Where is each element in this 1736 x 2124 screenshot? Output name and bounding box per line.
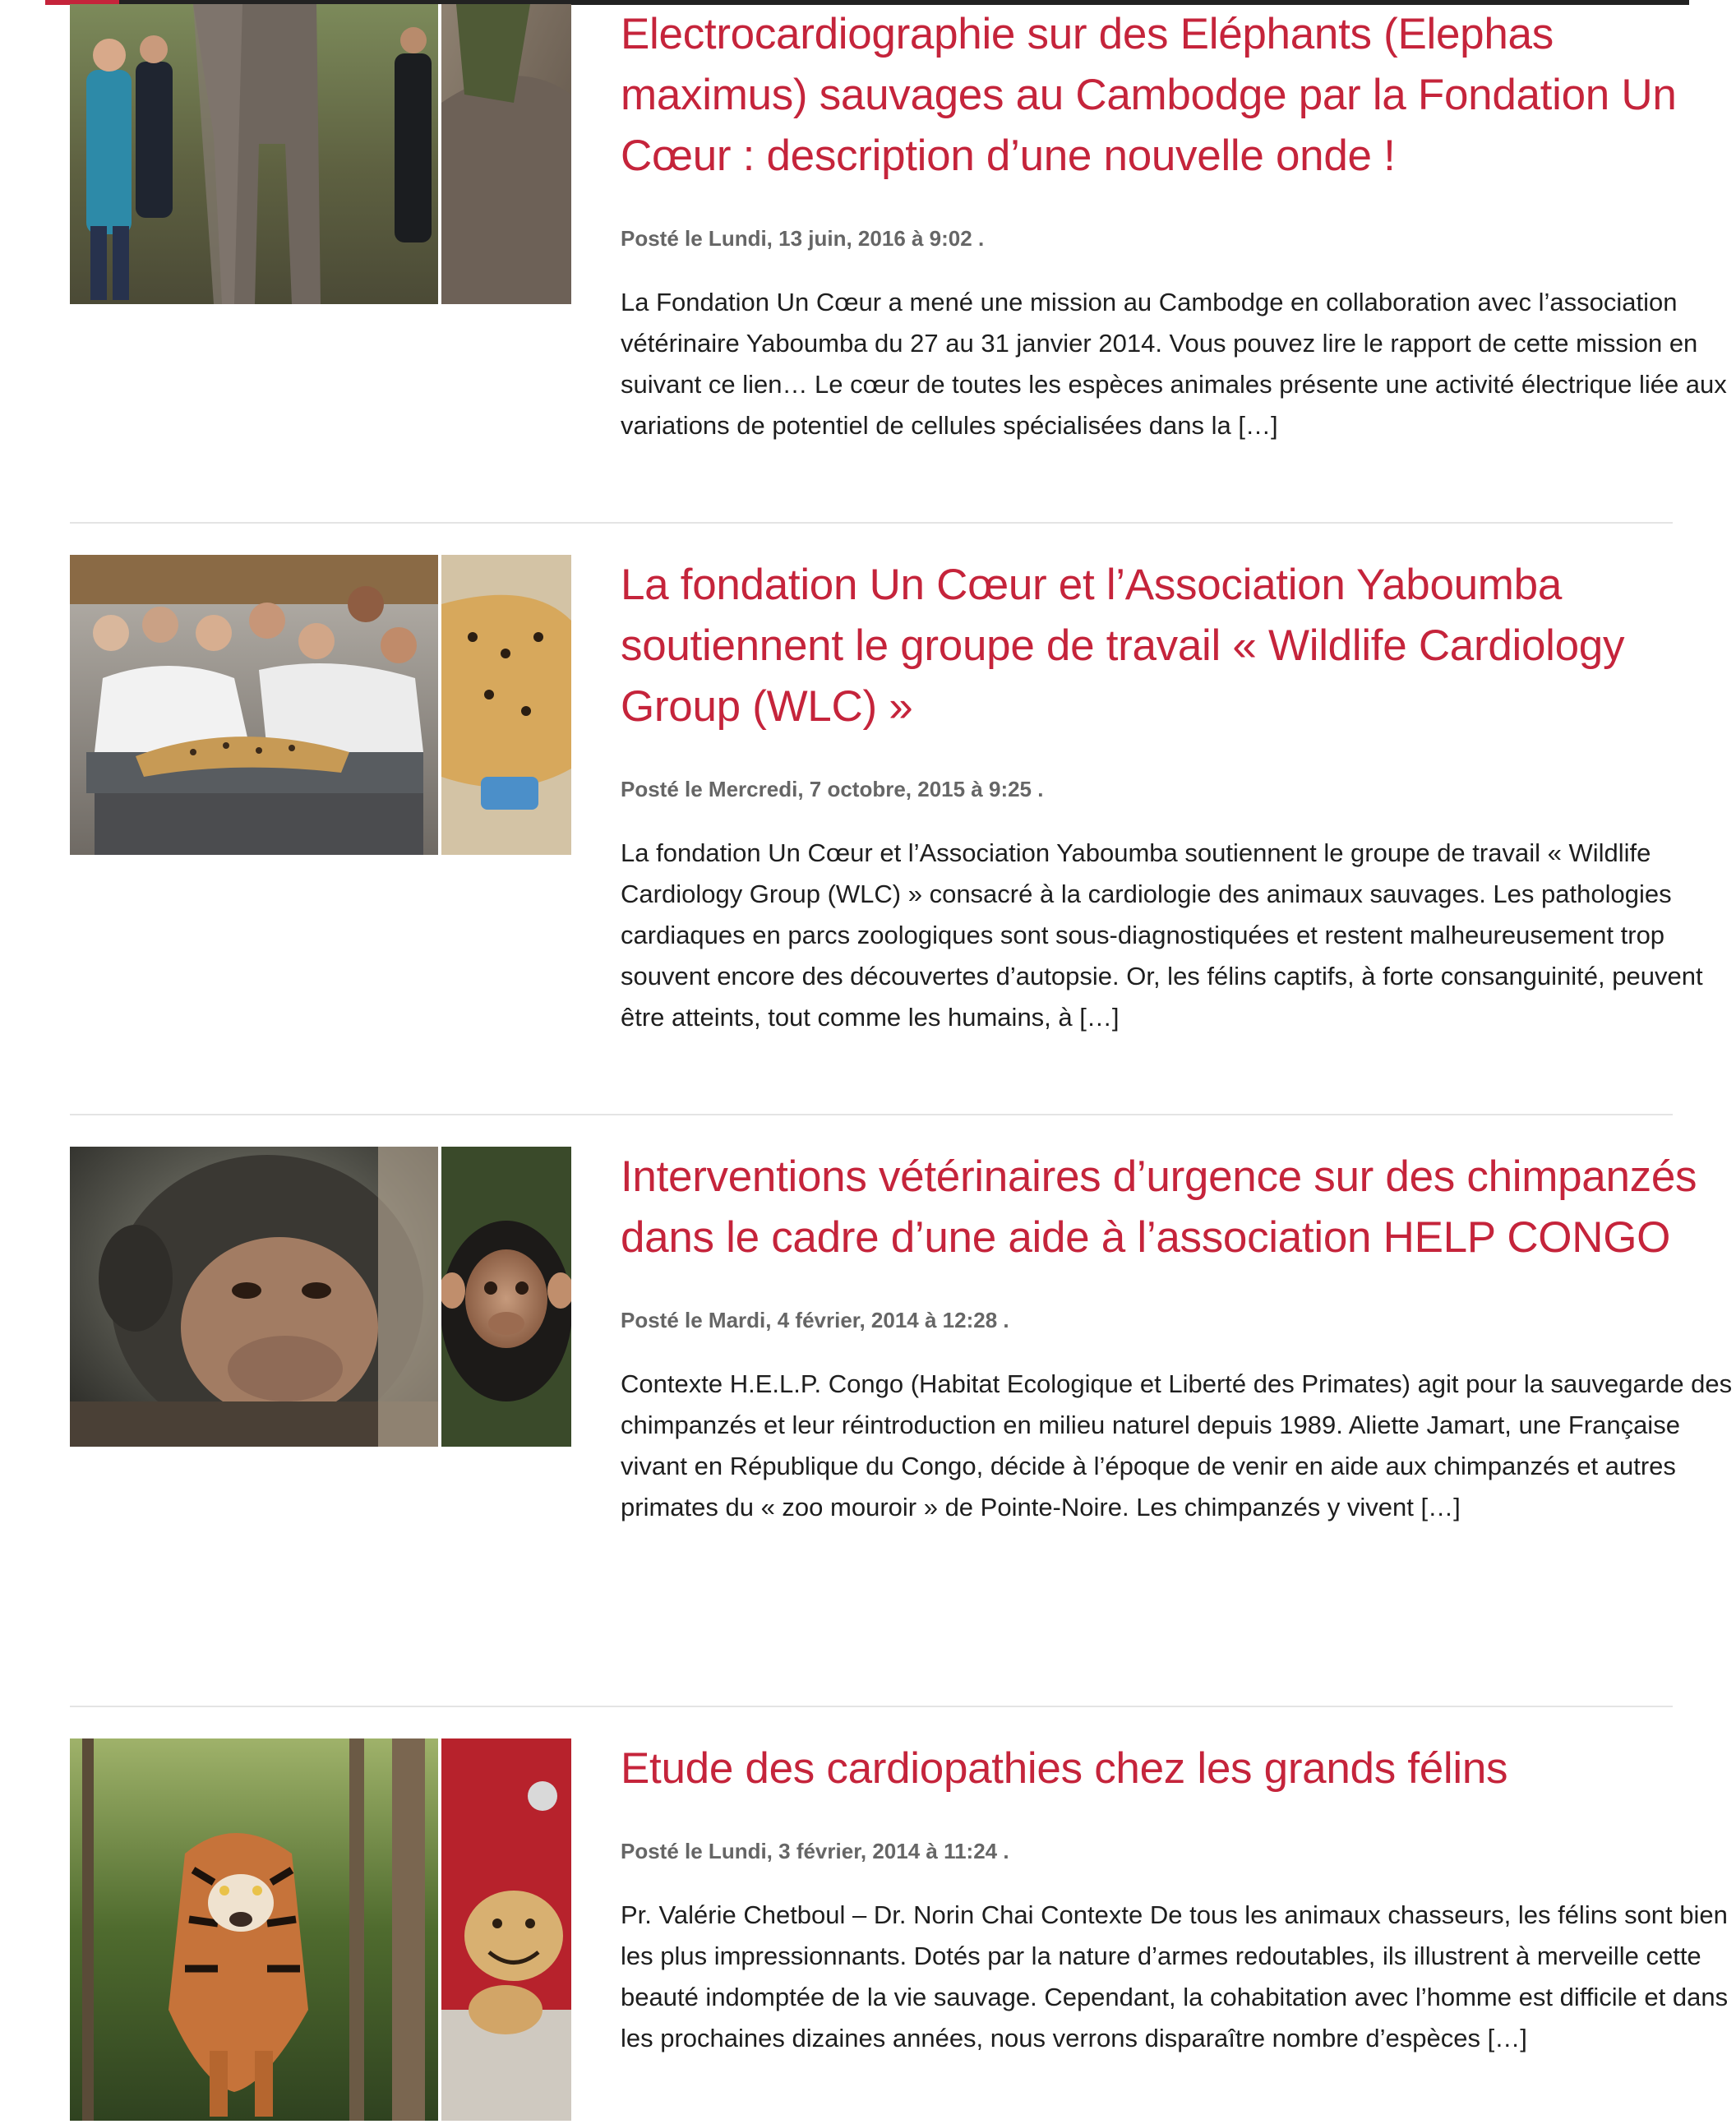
post-excerpt-text: La fondation Un Cœur et l’Association Yaboumba soutiennent le groupe de travail « Wildlife Cardiology Group (WLC) » consacré à la cardiologie des animaux sauvages. Les pathologies cardiaques en parcs zoologiques sont sous-diagnostiquées et restent malheureusement trop souvent encore des découvertes d’autopsie. Or, les félins captifs, à forte consanguinité, peuvent être atteints, tout comme les humains, à — [621, 838, 1703, 1032]
post-content — [621, 1147, 1736, 1528]
post-thumbnail-wildlife-cardiology[interactable] — [70, 555, 571, 855]
post-content — [621, 555, 1736, 1038]
read-more-link[interactable]: […] — [1238, 411, 1278, 440]
post-thumbnail-elephant[interactable] — [70, 4, 571, 304]
post-title-link[interactable]: Electrocardiographie sur des Eléphants (Elephas maximus) sauvages au Cambodge par la Fondation Un Cœur : description d’une nouvelle onde ! — [621, 10, 1677, 180]
post-excerpt-text: Contexte H.E.L.P. Congo (Habitat Ecologique et Liberté des Primates) agit pour la sauvegarde des chimpanzés et leur réintroduction en milieu naturel depuis 1989. Aliette Jamart, une Française vivant en République du Congo, décide à l’époque de venir en aide aux chimpanzés et autres primates du « zoo mouroir » de Pointe-Noire. Les chimpanzés y vivent — [621, 1369, 1733, 1521]
post-title-link[interactable]: La fondation Un Cœur et l’Association Yaboumba soutiennent le groupe de travail « Wildlife Cardiology Group (WLC) » — [621, 561, 1625, 731]
post-excerpt — [621, 1364, 1736, 1528]
post-title-link[interactable]: Etude des cardiopathies chez les grands félins — [621, 1744, 1508, 1793]
elephant-photo — [70, 4, 571, 304]
chimpanzee-photo — [70, 1147, 571, 1447]
post-thumbnail-chimpanzee[interactable] — [70, 1147, 571, 1447]
post-thumbnail-big-cats[interactable] — [70, 1738, 571, 2121]
post-divider — [70, 1114, 1673, 1115]
post-title-link[interactable]: Interventions vétérinaires d’urgence sur des chimpanzés dans le cadre d’une aide à l’association HELP CONGO — [621, 1152, 1697, 1262]
post-excerpt — [621, 1895, 1736, 2059]
post-content — [621, 4, 1736, 446]
post-divider — [70, 522, 1673, 524]
team-with-cheetah-photo — [70, 555, 571, 855]
read-more-link[interactable]: […] — [1079, 1003, 1120, 1032]
post-excerpt — [621, 282, 1736, 446]
post-date: Posté le Mardi, 4 février, 2014 à 12:28 . — [621, 1308, 1009, 1332]
post-divider — [70, 1706, 1673, 1707]
post-content — [621, 1738, 1736, 2059]
post-date: Posté le Lundi, 3 février, 2014 à 11:24 . — [621, 1839, 1009, 1863]
post-excerpt — [621, 833, 1736, 1038]
post-date: Posté le Lundi, 13 juin, 2016 à 9:02 . — [621, 226, 985, 251]
post-excerpt-text: Pr. Valérie Chetboul – Dr. Norin Chai Contexte De tous les animaux chasseurs, les félins sont bien les plus impressionnants. Dotés par la nature d’armes redoutables, ils illustrent à merveille cette beauté indomptée de la vie sauvage. Cependant, la cohabitation avec l’homme est difficile et dans les prochaines dizaines années, nous verrons disparaître nombre d’espèces — [621, 1900, 1729, 2052]
post-date: Posté le Mercredi, 7 octobre, 2015 à 9:25 . — [621, 777, 1044, 801]
read-more-link[interactable]: […] — [1420, 1493, 1461, 1521]
post-excerpt-text: La Fondation Un Cœur a mené une mission au Cambodge en collaboration avec l’association vétérinaire Yaboumba du 27 au 31 janvier 2014. Vous pouvez lire le rapport de cette mission en suivant ce lien… Le cœur de toutes les espèces animales présente une activité électrique liée aux variations de potentiel de cellules spécialisées dans la — [621, 288, 1727, 440]
tiger-and-cheetah-photo — [70, 1738, 571, 2121]
read-more-link[interactable]: […] — [1487, 2024, 1527, 2052]
